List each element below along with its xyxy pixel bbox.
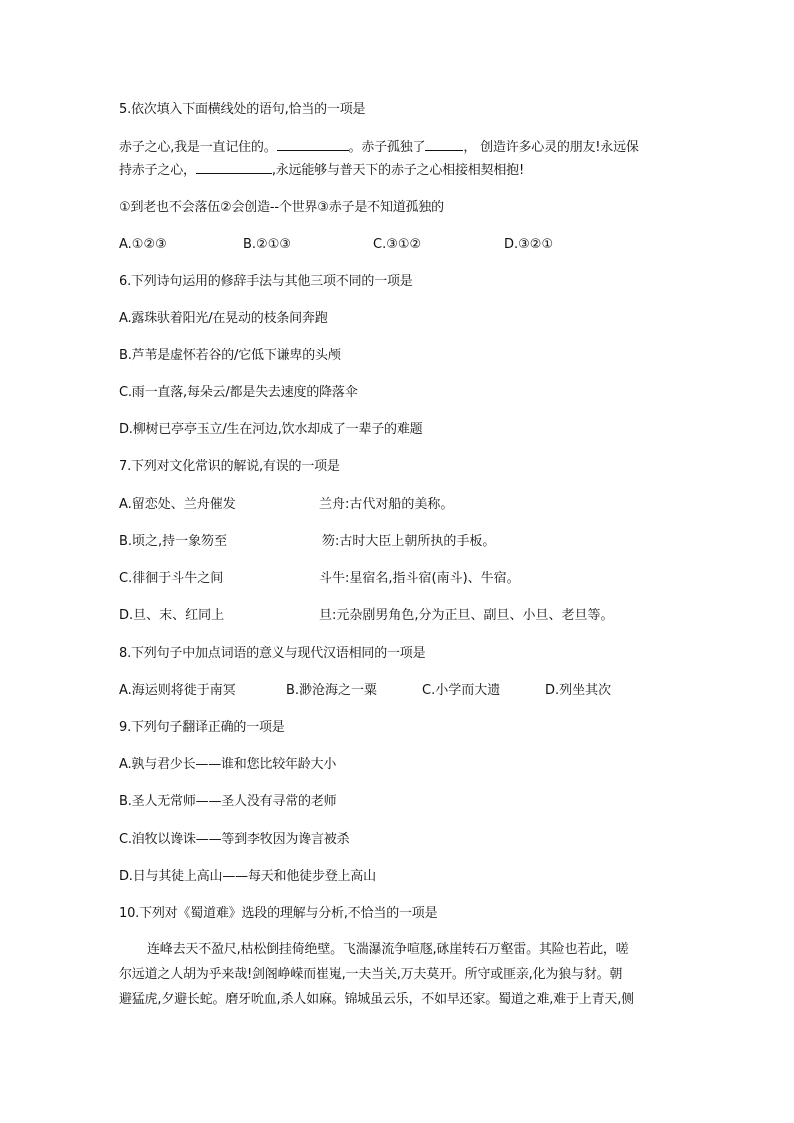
q10-passage-line-1: 连峰去天不盈尺,枯松倒挂倚绝壁。飞湍瀑流争喧豗,砯崖转石万壑雷。其险也若此，嗟 bbox=[147, 942, 629, 957]
q10-passage-line-2: 尔远道之人胡为乎来哉!剑阁峥嵘而崔嵬,一夫当关,万夫莫开。所守或匪亲,化为狼与豺。朝 bbox=[119, 967, 623, 982]
q9-option-a: A.孰与君少长——谁和您比较年龄大小 bbox=[119, 757, 337, 772]
q7-option-d-term: D.旦、末、红同上 bbox=[119, 608, 225, 623]
q5-option-b: B.②①③ bbox=[243, 237, 292, 252]
q5-line1-part-b: 。赤子孤独了 bbox=[348, 140, 426, 155]
q7-option-b-note: 笏:古时大臣上朝所执的手板。 bbox=[322, 534, 496, 549]
q7-option-c-term: C.徘徊于斗牛之间 bbox=[119, 571, 224, 586]
q8-option-d: D.列坐其次 bbox=[545, 683, 612, 698]
q5-option-c: C.③①② bbox=[373, 237, 422, 252]
q9-stem: 9.下列句子翻译正确的一项是 bbox=[119, 720, 285, 735]
q8-option-a: A.海运则将徙于南冥 bbox=[119, 683, 236, 698]
q6-stem: 6.下列诗句运用的修辞手法与其他三项不同的一项是 bbox=[119, 274, 413, 289]
q5-option-d: D.③②① bbox=[504, 237, 554, 252]
q8-option-c: C.小学而大遗 bbox=[422, 683, 501, 698]
q5-sentence-line-2 bbox=[119, 159, 524, 181]
q6-option-b: B.芦苇是虚怀若谷的/它低下谦卑的头颅 bbox=[119, 348, 341, 363]
q5-sentence-line-1 bbox=[119, 136, 639, 158]
q6-option-a: A.露珠驮着阳光/在晃动的枝条间奔跑 bbox=[119, 311, 328, 326]
q9-option-b: B.圣人无常师——圣人没有寻常的老师 bbox=[119, 794, 337, 809]
q7-option-b-term: B.顷之,持一象笏至 bbox=[119, 534, 228, 549]
q7-option-a-term: A.留恋处、兰舟催发 bbox=[119, 497, 236, 512]
q9-option-d: D.日与其徒上高山——每天和他徒步登上高山 bbox=[119, 869, 376, 884]
q10-passage-line-3: 避猛虎,夕避长蛇。磨牙吮血,杀人如麻。锦城虽云乐，不如早还家。蜀道之难,难于上青天,侧 bbox=[119, 992, 634, 1007]
q8-option-b: B.渺沧海之一粟 bbox=[286, 683, 378, 698]
q6-option-c: C.雨一直落,每朵云/都是失去速度的降落伞 bbox=[119, 385, 358, 400]
q5-blank-1 bbox=[277, 136, 349, 151]
q7-option-a-note: 兰舟:古代对船的美称。 bbox=[319, 497, 454, 512]
q9-option-c: C.洎牧以谗诛——等到李牧因为谗言被杀 bbox=[119, 832, 350, 847]
q5-line1-part-c: ， 创造许多心灵的朋友!永远保 bbox=[463, 140, 639, 155]
q7-option-d-note: 旦:元杂剧男角色,分为正旦、副旦、小旦、老旦等。 bbox=[319, 608, 614, 623]
q6-option-d: D.柳树已亭亭玉立/生在河边,饮水却成了一辈子的难题 bbox=[119, 422, 423, 437]
q5-blank-2 bbox=[425, 136, 463, 151]
q5-line2-part-b: ,永远能够与普天下的赤子之心相接相契相抱! bbox=[271, 163, 524, 178]
q7-stem: 7.下列对文化常识的解说,有误的一项是 bbox=[119, 459, 340, 474]
q8-stem: 8.下列句子中加点词语的意义与现代汉语相同的一项是 bbox=[119, 646, 426, 661]
q10-stem: 10.下列对《蜀道难》选段的理解与分析,不恰当的一项是 bbox=[119, 906, 438, 921]
q5-stem: 5.依次填入下面横线处的语句,恰当的一项是 bbox=[119, 102, 366, 117]
q5-line1-part-a: 赤子之心,我是一直记住的。 bbox=[119, 140, 277, 155]
q5-option-a: A.①②③ bbox=[119, 237, 167, 252]
q5-line2-part-a: 持赤子之心， bbox=[119, 163, 196, 178]
q7-option-c-note: 斗牛:星宿名,指斗宿(南斗)、牛宿。 bbox=[319, 571, 520, 586]
q5-sentences: ①到老也不会落伍②会创造--个世界③赤子是不知道孤独的 bbox=[119, 200, 444, 215]
q5-blank-3 bbox=[196, 159, 272, 174]
